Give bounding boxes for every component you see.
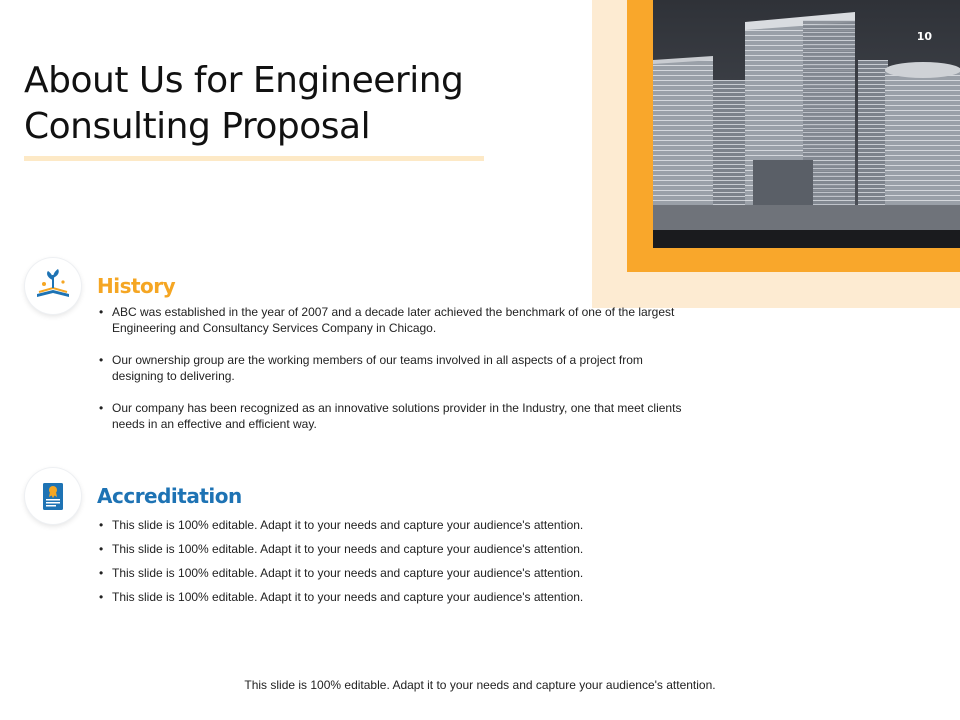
history-bullets (97, 304, 697, 448)
accreditation-heading: Accreditation (97, 484, 242, 508)
history-icon-badge (25, 258, 81, 314)
footer-note: This slide is 100% editable. Adapt it to your needs and capture your audience's attention. (244, 678, 716, 692)
buildings-photo (653, 0, 960, 248)
page-number: 10 (916, 30, 932, 43)
accreditation-bullet-3: • This slide is 100% editable. Adapt it to your needs and capture your audience's attention. (97, 565, 697, 581)
accreditation-bullet-4: • This slide is 100% editable. Adapt it to your needs and capture your audience's attention. (97, 589, 697, 605)
accreditation-bullets (97, 517, 697, 613)
history-bullet-2: • Our ownership group are the working members of our teams involved in all aspects of a project from designing to delivering. (97, 352, 697, 384)
certificate-icon (25, 468, 81, 524)
history-bullet-1: • ABC was established in the year of 2007 and a decade later achieved the benchmark of one of the largest Engineering and Consultancy Services Company in Chicago. (97, 304, 697, 336)
accreditation-bullet-2: • This slide is 100% editable. Adapt it to your needs and capture your audience's attention. (97, 541, 697, 557)
history-bullet-3: • Our company has been recognized as an innovative solutions provider in the Industry, one that meet clients needs in an effective and efficient way. (97, 400, 697, 432)
title-underline (24, 156, 484, 161)
history-heading: History (97, 274, 176, 298)
slide-title: About Us for Engineering Consulting Proposal (24, 60, 464, 147)
accreditation-bullet-1: • This slide is 100% editable. Adapt it to your needs and capture your audience's attention. (97, 517, 697, 533)
accreditation-icon-badge (25, 468, 81, 524)
book-plant-icon (25, 258, 81, 314)
buildings-illustration (653, 0, 960, 248)
